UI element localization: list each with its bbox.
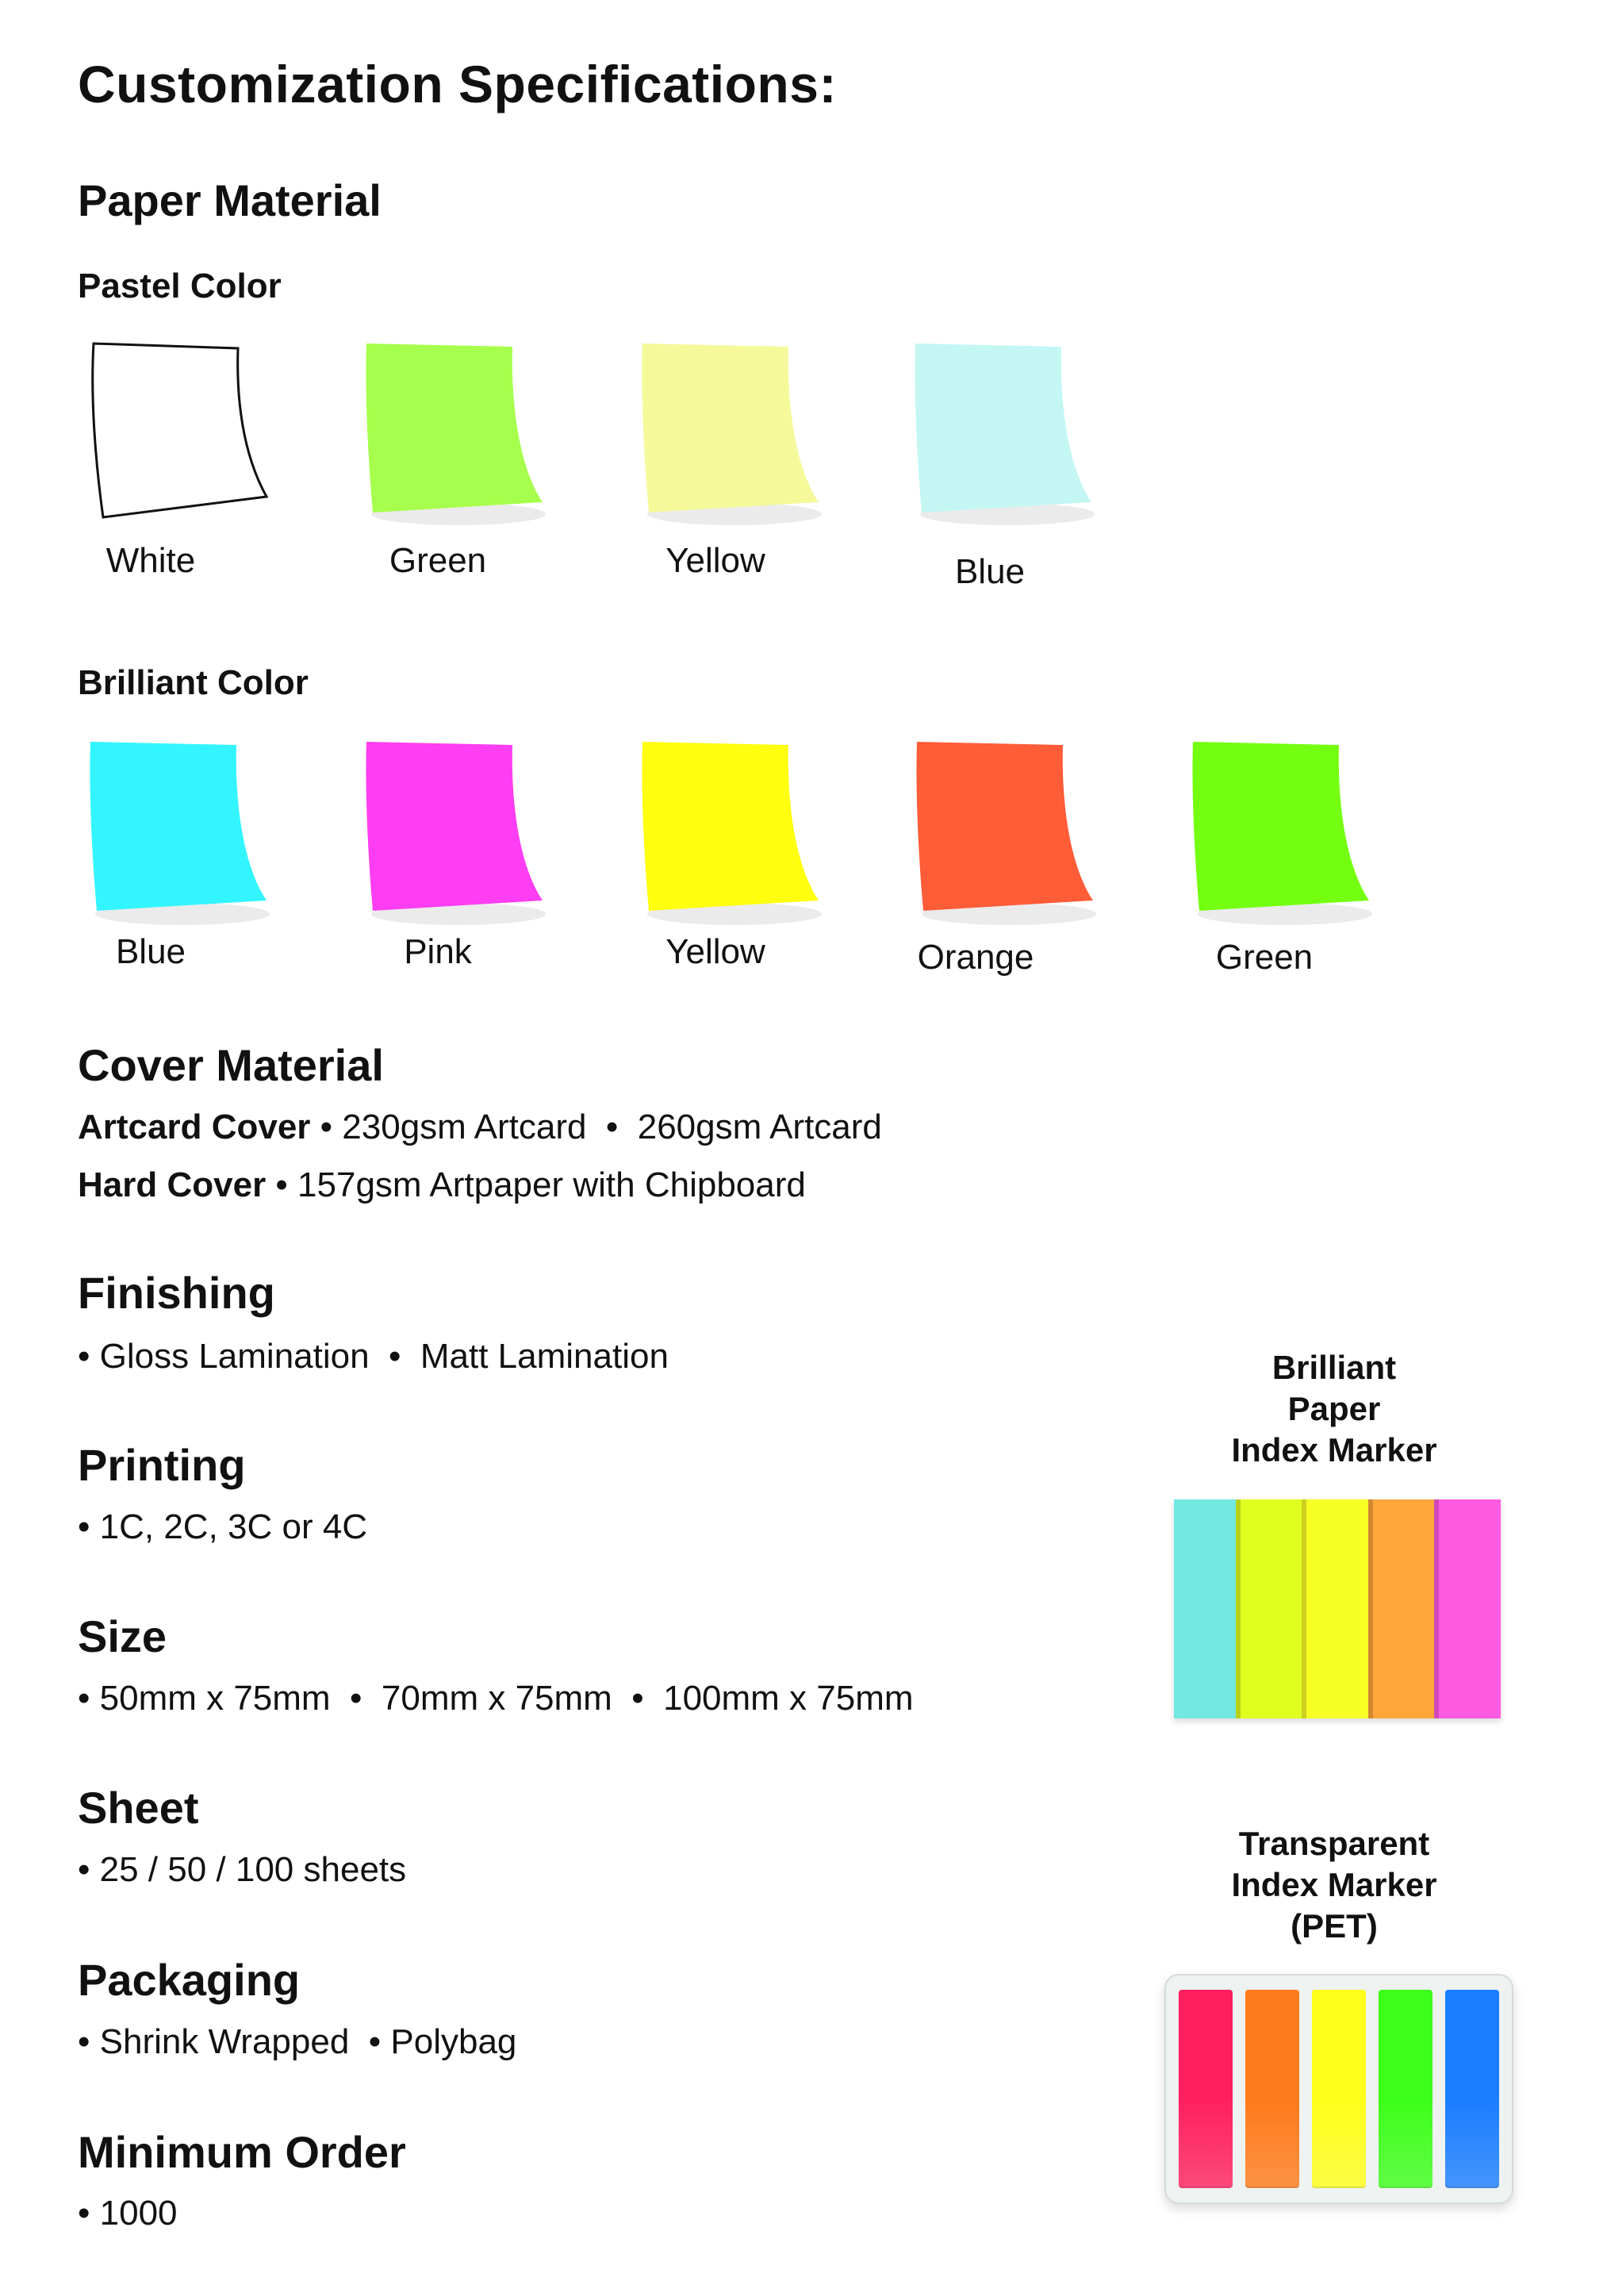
cover-material-heading: Cover Material bbox=[78, 1040, 384, 1090]
pet-marker-strip bbox=[1312, 1990, 1366, 2188]
hard-cover-label: Hard Cover bbox=[78, 1165, 267, 1204]
paper-marker-title-line: Brilliant bbox=[1271, 1349, 1397, 1386]
pastel-label-white: White bbox=[105, 541, 196, 580]
pastel-note-green bbox=[363, 340, 570, 534]
pastel-note-blue-shape bbox=[912, 340, 1118, 530]
paper-marker-strip bbox=[1174, 1499, 1236, 1718]
brilliant-note-pink bbox=[363, 738, 570, 932]
pastel-label-blue: Blue bbox=[954, 552, 1026, 591]
brilliant-note-green bbox=[1190, 738, 1396, 932]
pet-marker-strips bbox=[1179, 1990, 1499, 2188]
printing-options: • 1C, 2C, 3C or 4C bbox=[78, 1507, 368, 1546]
pet-marker-strip bbox=[1445, 1990, 1499, 2188]
pastel-note-white-shape bbox=[87, 341, 278, 524]
pastel-note-green-shape bbox=[363, 340, 570, 530]
pastel-label-green: Green bbox=[389, 541, 487, 580]
sheet-options: • 25 / 50 / 100 sheets bbox=[78, 1850, 407, 1889]
artcard-cover-options: • 230gsm Artcard • 260gsm Artcard bbox=[310, 1108, 882, 1146]
paper-marker-title-line: Paper bbox=[1287, 1390, 1381, 1427]
page-title: Customization Specifications: bbox=[78, 55, 837, 113]
brilliant-note-blue-shape bbox=[87, 738, 293, 928]
brilliant-label-orange: Orange bbox=[917, 938, 1034, 977]
hard-cover-options: • 157gsm Artpaper with Chipboard bbox=[266, 1165, 806, 1204]
paper-marker-strips bbox=[1174, 1499, 1501, 1718]
packaging-options: • Shrink Wrapped • Polybag bbox=[78, 2022, 517, 2061]
paper-marker-strip bbox=[1368, 1499, 1435, 1718]
brilliant-note-pink-shape bbox=[363, 738, 570, 928]
brilliant-note-blue bbox=[87, 738, 293, 932]
brilliant-label-pink: Pink bbox=[404, 932, 472, 971]
hard-cover-line bbox=[78, 1165, 806, 1205]
brilliant-note-yellow bbox=[639, 738, 846, 932]
pet-marker-strip bbox=[1245, 1990, 1299, 2188]
minimum-order-value: • 1000 bbox=[78, 2194, 178, 2233]
brilliant-note-yellow-shape bbox=[639, 738, 846, 928]
pastel-label-yellow: Yellow bbox=[665, 541, 765, 580]
finishing-options: • Gloss Lamination • Matt Lamination bbox=[78, 1337, 669, 1376]
pet-marker-strip bbox=[1179, 1990, 1233, 2188]
brilliant-color-heading: Brilliant Color bbox=[78, 663, 309, 702]
brilliant-note-orange bbox=[914, 738, 1120, 932]
pastel-color-heading: Pastel Color bbox=[78, 267, 282, 305]
paper-marker-strip bbox=[1302, 1499, 1368, 1718]
pet-marker-title bbox=[1168, 1823, 1501, 1947]
pet-marker-title-line: (PET) bbox=[1291, 1907, 1378, 1945]
pet-marker-image bbox=[1164, 1974, 1513, 2204]
pastel-note-white bbox=[87, 341, 278, 528]
pet-marker-strip bbox=[1379, 1990, 1432, 2188]
finishing-heading: Finishing bbox=[78, 1268, 275, 1318]
pet-marker-title-line: Transparent bbox=[1238, 1825, 1430, 1862]
paper-material-heading: Paper Material bbox=[78, 175, 382, 225]
brilliant-note-green-shape bbox=[1190, 738, 1396, 928]
brilliant-label-yellow: Yellow bbox=[665, 932, 765, 971]
pet-marker-title-line: Index Marker bbox=[1231, 1866, 1437, 1903]
pastel-note-blue bbox=[912, 340, 1118, 534]
paper-marker-title bbox=[1168, 1347, 1501, 1471]
artcard-cover-line bbox=[78, 1108, 882, 1147]
pastel-note-yellow-shape bbox=[639, 340, 846, 530]
size-options: • 50mm x 75mm • 70mm x 75mm • 100mm x 75mm bbox=[78, 1679, 914, 1718]
paper-marker-title-line: Index Marker bbox=[1231, 1431, 1437, 1469]
sheet-heading: Sheet bbox=[78, 1783, 199, 1833]
brilliant-note-orange-shape bbox=[914, 738, 1120, 928]
paper-marker-image bbox=[1174, 1499, 1501, 1718]
packaging-heading: Packaging bbox=[78, 1955, 301, 2005]
artcard-cover-label: Artcard Cover bbox=[78, 1108, 311, 1146]
brilliant-label-green: Green bbox=[1215, 938, 1314, 977]
minimum-order-heading: Minimum Order bbox=[78, 2127, 406, 2177]
paper-marker-strip bbox=[1236, 1499, 1302, 1718]
pastel-note-yellow bbox=[639, 340, 846, 534]
brilliant-label-blue: Blue bbox=[115, 932, 186, 971]
paper-marker-strip bbox=[1434, 1499, 1501, 1718]
printing-heading: Printing bbox=[78, 1440, 246, 1490]
size-heading: Size bbox=[78, 1611, 167, 1661]
